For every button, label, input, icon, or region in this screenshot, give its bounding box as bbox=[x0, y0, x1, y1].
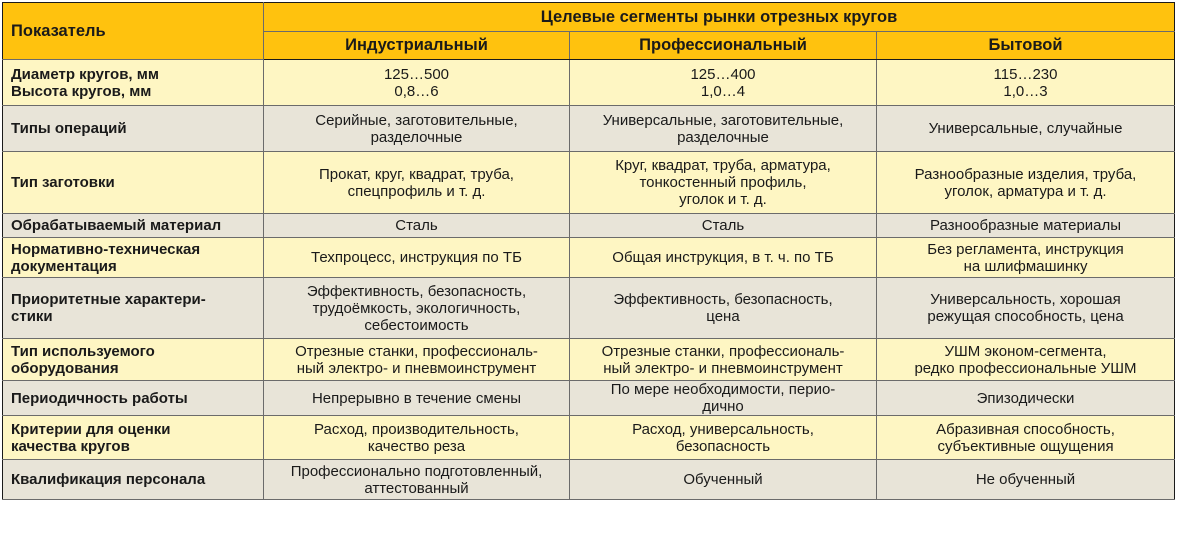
cell-text-line: Эпизодически bbox=[976, 389, 1075, 407]
cell-text-line: 125…500 bbox=[383, 65, 450, 83]
row-label bbox=[3, 381, 264, 416]
cell-industrial bbox=[264, 106, 570, 152]
segment-header-professional: Профессиональный bbox=[570, 32, 877, 60]
row-label-line: Квалификация персонала bbox=[11, 471, 206, 488]
table-header bbox=[3, 3, 1175, 60]
cell-professional bbox=[570, 460, 877, 500]
row-label bbox=[3, 152, 264, 214]
cell-text-line: ный электро- и пневмоинструмент bbox=[296, 359, 537, 377]
cell-professional bbox=[570, 278, 877, 339]
table-row bbox=[3, 381, 1175, 416]
row-label-line: Нормативно-техническая bbox=[11, 240, 201, 258]
cell-text-line: 0,8…6 bbox=[394, 82, 439, 100]
row-label-line: Периодичность работы bbox=[11, 389, 188, 407]
cell-industrial bbox=[264, 238, 570, 278]
cell-household bbox=[877, 238, 1175, 278]
cell-text-line: редко профессиональные УШМ bbox=[914, 359, 1137, 377]
cell-text-line: Универсальные, заготовительные, bbox=[602, 111, 844, 129]
cell-professional bbox=[570, 214, 877, 238]
cell-text-line: аттестованный bbox=[364, 479, 469, 497]
cell-text-line: Сталь bbox=[395, 217, 438, 234]
cell-text-line: 125…400 bbox=[690, 65, 756, 83]
cell-text-line: себестоимость bbox=[364, 316, 469, 334]
cell-household bbox=[877, 339, 1175, 381]
cell-text-line: Прокат, круг, квадрат, труба, bbox=[319, 165, 514, 183]
row-label-line: Тип используемого bbox=[11, 342, 155, 360]
table-body bbox=[3, 60, 1175, 500]
cell-text-line: Расход, универсальность, bbox=[632, 420, 814, 438]
table-row bbox=[3, 60, 1175, 106]
table-row bbox=[3, 238, 1175, 278]
cell-text-line: Универсальные, случайные bbox=[928, 120, 1123, 137]
cell-text-line: Разнообразные изделия, труба, bbox=[914, 165, 1137, 183]
comparison-table bbox=[2, 2, 1175, 500]
cell-text-line: трудоёмкость, экологичность, bbox=[312, 299, 521, 317]
cell-professional bbox=[570, 381, 877, 416]
row-label bbox=[3, 238, 264, 278]
cell-text-line: субъективные ощущения bbox=[937, 437, 1114, 455]
row-label bbox=[3, 214, 264, 238]
table-row bbox=[3, 339, 1175, 381]
cell-text-line: на шлифмашинку bbox=[963, 257, 1088, 275]
row-label-line: Тип заготовки bbox=[11, 174, 115, 191]
cell-household bbox=[877, 381, 1175, 416]
cell-professional bbox=[570, 106, 877, 152]
row-label-line: Типы операций bbox=[11, 120, 127, 137]
cell-industrial bbox=[264, 152, 570, 214]
row-label-line: документация bbox=[11, 257, 117, 275]
cell-text-line: Универсальность, хорошая bbox=[930, 291, 1121, 308]
cell-text-line: По мере необходимости, перио- bbox=[610, 381, 836, 398]
row-label-line: Обрабатываемый материал bbox=[11, 217, 222, 234]
cell-professional bbox=[570, 339, 877, 381]
row-label-line: Высота кругов, мм bbox=[11, 82, 152, 100]
cell-household bbox=[877, 278, 1175, 339]
cell-professional bbox=[570, 152, 877, 214]
cell-industrial bbox=[264, 278, 570, 339]
cell-text-line: Эффективность, безопасность, bbox=[613, 291, 833, 308]
row-label bbox=[3, 106, 264, 152]
cell-text-line: Отрезные станки, профессиональ- bbox=[295, 342, 538, 360]
cell-text-line: Непрерывно в течение смены bbox=[311, 389, 522, 407]
cell-text-line: Без регламента, инструкция bbox=[927, 240, 1124, 258]
cell-text-line: Общая инструкция, в т. ч. по ТБ bbox=[612, 249, 834, 266]
cell-text-line: тонкостенный профиль, bbox=[639, 174, 807, 191]
cell-text-line: Сталь bbox=[701, 217, 745, 234]
cell-household bbox=[877, 214, 1175, 238]
row-label-line: оборудования bbox=[11, 359, 119, 377]
cell-text-line: 1,0…3 bbox=[1003, 82, 1048, 100]
segment-header-industrial: Индустриальный bbox=[264, 32, 570, 60]
cell-text-line: качество реза bbox=[367, 437, 466, 455]
cell-industrial bbox=[264, 460, 570, 500]
cell-industrial bbox=[264, 60, 570, 106]
row-label bbox=[3, 416, 264, 460]
cell-text-line: уголок и т. д. bbox=[679, 191, 767, 208]
segments-group-header: Целевые сегменты рынки отрезных кругов bbox=[264, 3, 1175, 32]
row-label bbox=[3, 60, 264, 106]
cell-household bbox=[877, 152, 1175, 214]
cell-industrial bbox=[264, 339, 570, 381]
cell-household bbox=[877, 416, 1175, 460]
cell-text-line: Абразивная способность, bbox=[936, 420, 1115, 438]
cell-professional bbox=[570, 238, 877, 278]
cell-text-line: режущая способность, цена bbox=[927, 308, 1124, 325]
cell-text-line: спецпрофиль и т. д. bbox=[347, 182, 486, 200]
cell-household bbox=[877, 60, 1175, 106]
cell-text-line: цена bbox=[706, 308, 740, 325]
cell-text-line: Не обученный bbox=[975, 471, 1076, 488]
row-label-line: качества кругов bbox=[11, 437, 130, 455]
cell-household bbox=[877, 460, 1175, 500]
table-row bbox=[3, 460, 1175, 500]
table-row bbox=[3, 106, 1175, 152]
cell-text-line: Круг, квадрат, труба, арматура, bbox=[615, 157, 831, 174]
row-label-line: стики bbox=[11, 308, 53, 325]
cell-text-line: Эффективность, безопасность, bbox=[306, 282, 527, 300]
table-row bbox=[3, 278, 1175, 339]
cell-text-line: Профессионально подготовленный, bbox=[290, 462, 543, 480]
cell-text-line: Расход, производительность, bbox=[314, 420, 519, 438]
comparison-table-container bbox=[2, 2, 1176, 550]
cell-industrial bbox=[264, 416, 570, 460]
cell-text-line: Отрезные станки, профессиональ- bbox=[601, 342, 845, 360]
cell-household bbox=[877, 106, 1175, 152]
cell-industrial bbox=[264, 381, 570, 416]
indicator-header: Показатель bbox=[3, 3, 264, 60]
row-label-line: Приоритетные характери- bbox=[11, 291, 206, 308]
cell-text-line: 1,0…4 bbox=[700, 82, 746, 100]
cell-industrial bbox=[264, 214, 570, 238]
cell-text-line: Разнообразные материалы bbox=[929, 217, 1122, 234]
row-label bbox=[3, 278, 264, 339]
cell-text-line: Обученный bbox=[683, 471, 763, 488]
cell-text-line: 115…230 bbox=[993, 65, 1058, 83]
cell-text-line: безопасность bbox=[675, 437, 771, 455]
cell-text-line: Техпроцесс, инструкция по ТБ bbox=[311, 249, 522, 266]
table-row bbox=[3, 152, 1175, 214]
cell-text-line: уголок, арматура и т. д. bbox=[944, 182, 1107, 200]
segment-header-household: Бытовой bbox=[877, 32, 1175, 60]
row-label-line: Диаметр кругов, мм bbox=[11, 65, 159, 83]
row-label-line: Критерии для оценки bbox=[11, 420, 171, 438]
cell-text-line: дично bbox=[702, 398, 744, 415]
cell-text-line: разделочные bbox=[370, 128, 463, 146]
cell-text-line: ный электро- и пневмоинструмент bbox=[603, 359, 843, 377]
cell-text-line: Серийные, заготовительные, bbox=[315, 111, 518, 129]
table-row bbox=[3, 214, 1175, 238]
row-label bbox=[3, 339, 264, 381]
cell-text-line: УШМ эконом-сегмента, bbox=[944, 342, 1107, 360]
cell-professional bbox=[570, 60, 877, 106]
row-label bbox=[3, 460, 264, 500]
table-row bbox=[3, 416, 1175, 460]
cell-professional bbox=[570, 416, 877, 460]
cell-text-line: разделочные bbox=[677, 128, 769, 146]
